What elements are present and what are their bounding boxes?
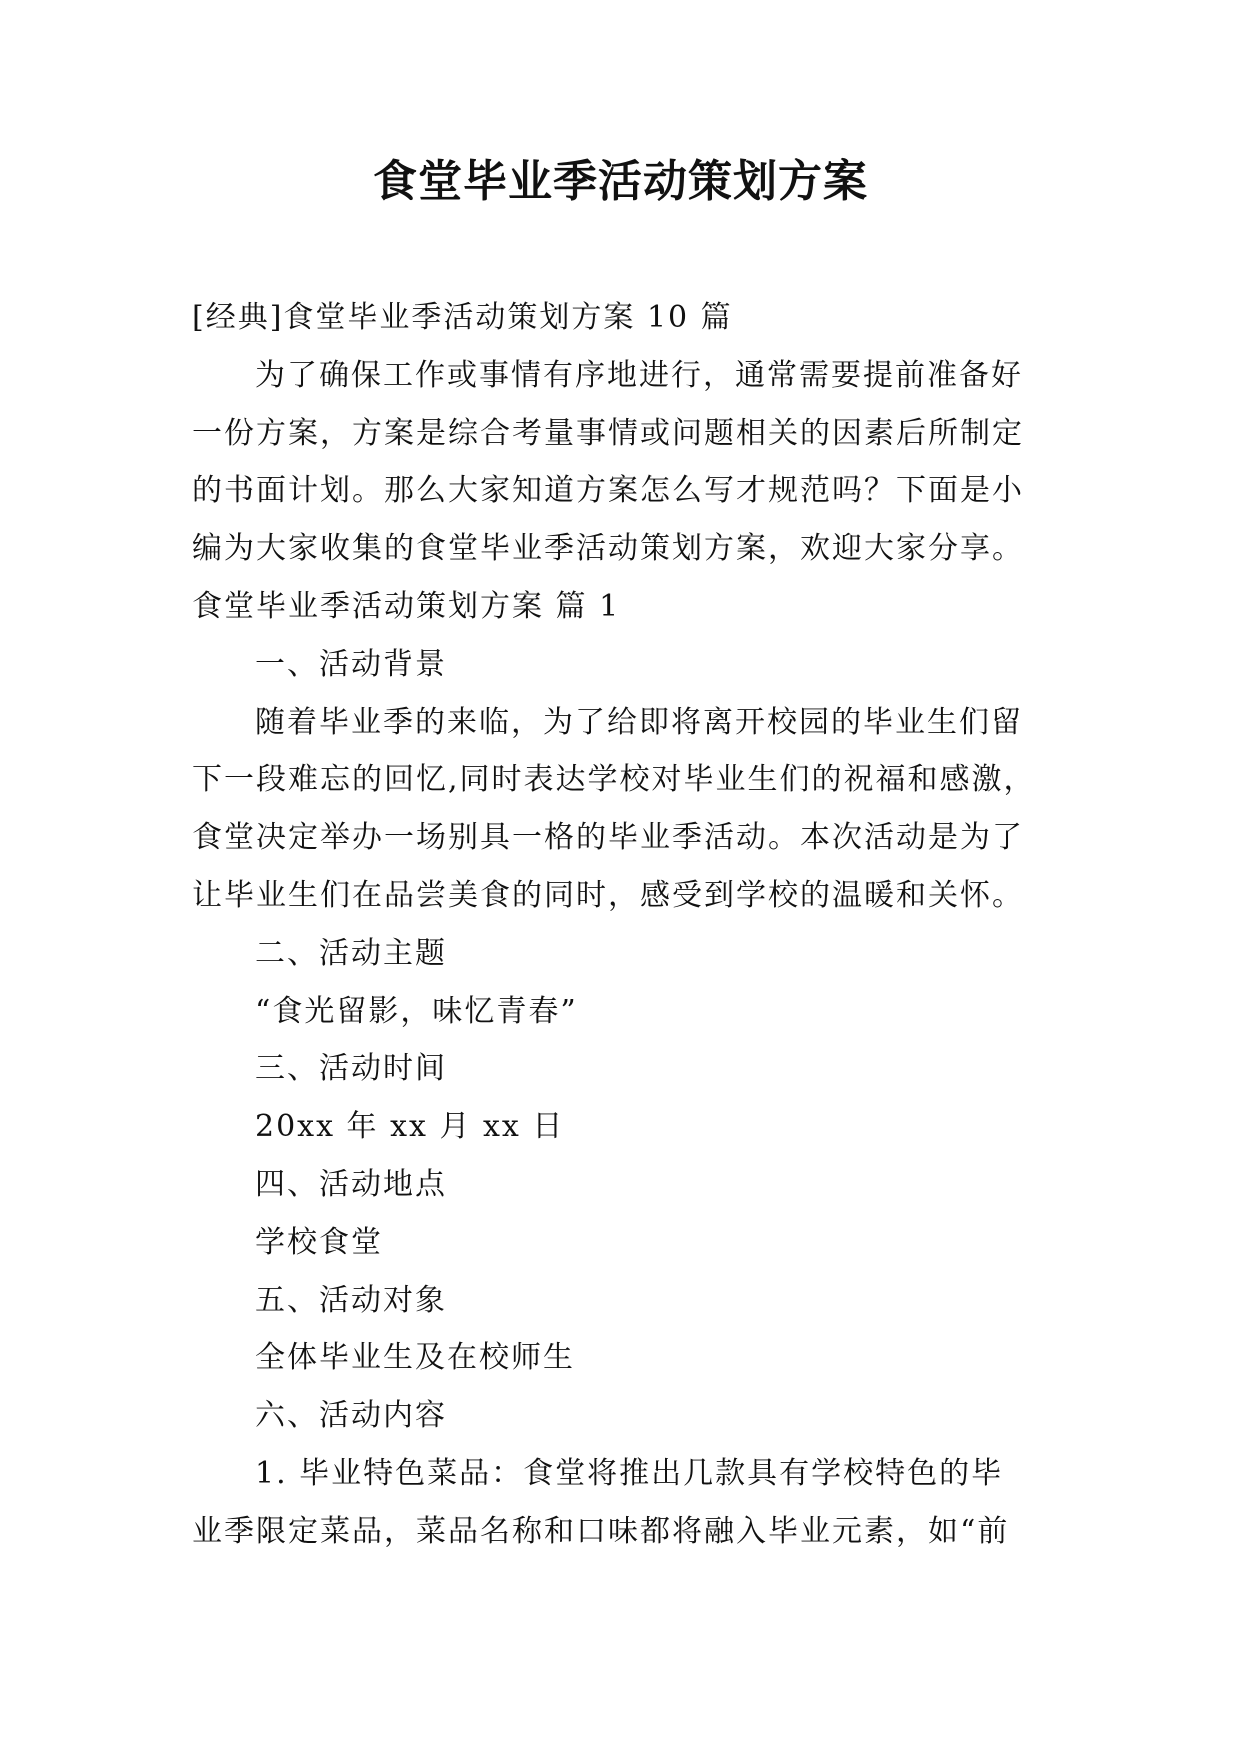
heading-activity-location: 四、活动地点 — [255, 1166, 447, 1202]
activity-audience-text: 全体毕业生及在校师生 — [255, 1340, 575, 1376]
document-subtitle: [经典]食堂毕业季活动策划方案 10 篇 — [192, 300, 733, 335]
activity-theme-text: “食光留影，味忆青春” — [255, 993, 578, 1029]
intro-line-4: 编为大家收集的食堂毕业季活动策划方案，欢迎大家分享。 — [192, 531, 1024, 567]
background-line-3: 食堂决定举办一场别具一格的毕业季活动。本次活动是为了 — [192, 820, 1024, 856]
intro-line-3: 的书面计划。那么大家知道方案怎么写才规范吗？下面是小 — [192, 473, 1024, 509]
background-line-2: 下一段难忘的回忆,同时表达学校对毕业生们的祝福和感激， — [192, 762, 1036, 798]
content-item-1-line-2: 业季限定菜品，菜品名称和口味都将融入毕业元素，如“前 — [192, 1513, 1010, 1549]
content-item-1-line-1: 1. 毕业特色菜品：食堂将推出几款具有学校特色的毕 — [255, 1455, 1004, 1491]
heading-activity-theme: 二、活动主题 — [255, 935, 447, 971]
heading-activity-content: 六、活动内容 — [255, 1398, 447, 1434]
activity-time-text: 20xx 年 xx 月 xx 日 — [255, 1109, 565, 1145]
section-heading-part-1: 食堂毕业季活动策划方案 篇 1 — [192, 588, 621, 624]
document-body — [192, 289, 1072, 1561]
activity-location-text: 学校食堂 — [255, 1224, 383, 1260]
intro-line-2: 一份方案，方案是综合考量事情或问题相关的因素后所制定 — [192, 415, 1024, 451]
heading-activity-background: 一、活动背景 — [255, 646, 447, 682]
heading-activity-audience: 五、活动对象 — [255, 1282, 447, 1318]
heading-activity-time: 三、活动时间 — [255, 1051, 447, 1087]
document-title: 食堂毕业季活动策划方案 — [373, 156, 868, 207]
background-line-4: 让毕业生们在品尝美食的同时，感受到学校的温暖和关怀。 — [192, 877, 1024, 913]
background-line-1: 随着毕业季的来临，为了给即将离开校园的毕业生们留 — [255, 704, 1023, 740]
intro-line-1: 为了确保工作或事情有序地进行，通常需要提前准备好 — [255, 357, 1023, 393]
